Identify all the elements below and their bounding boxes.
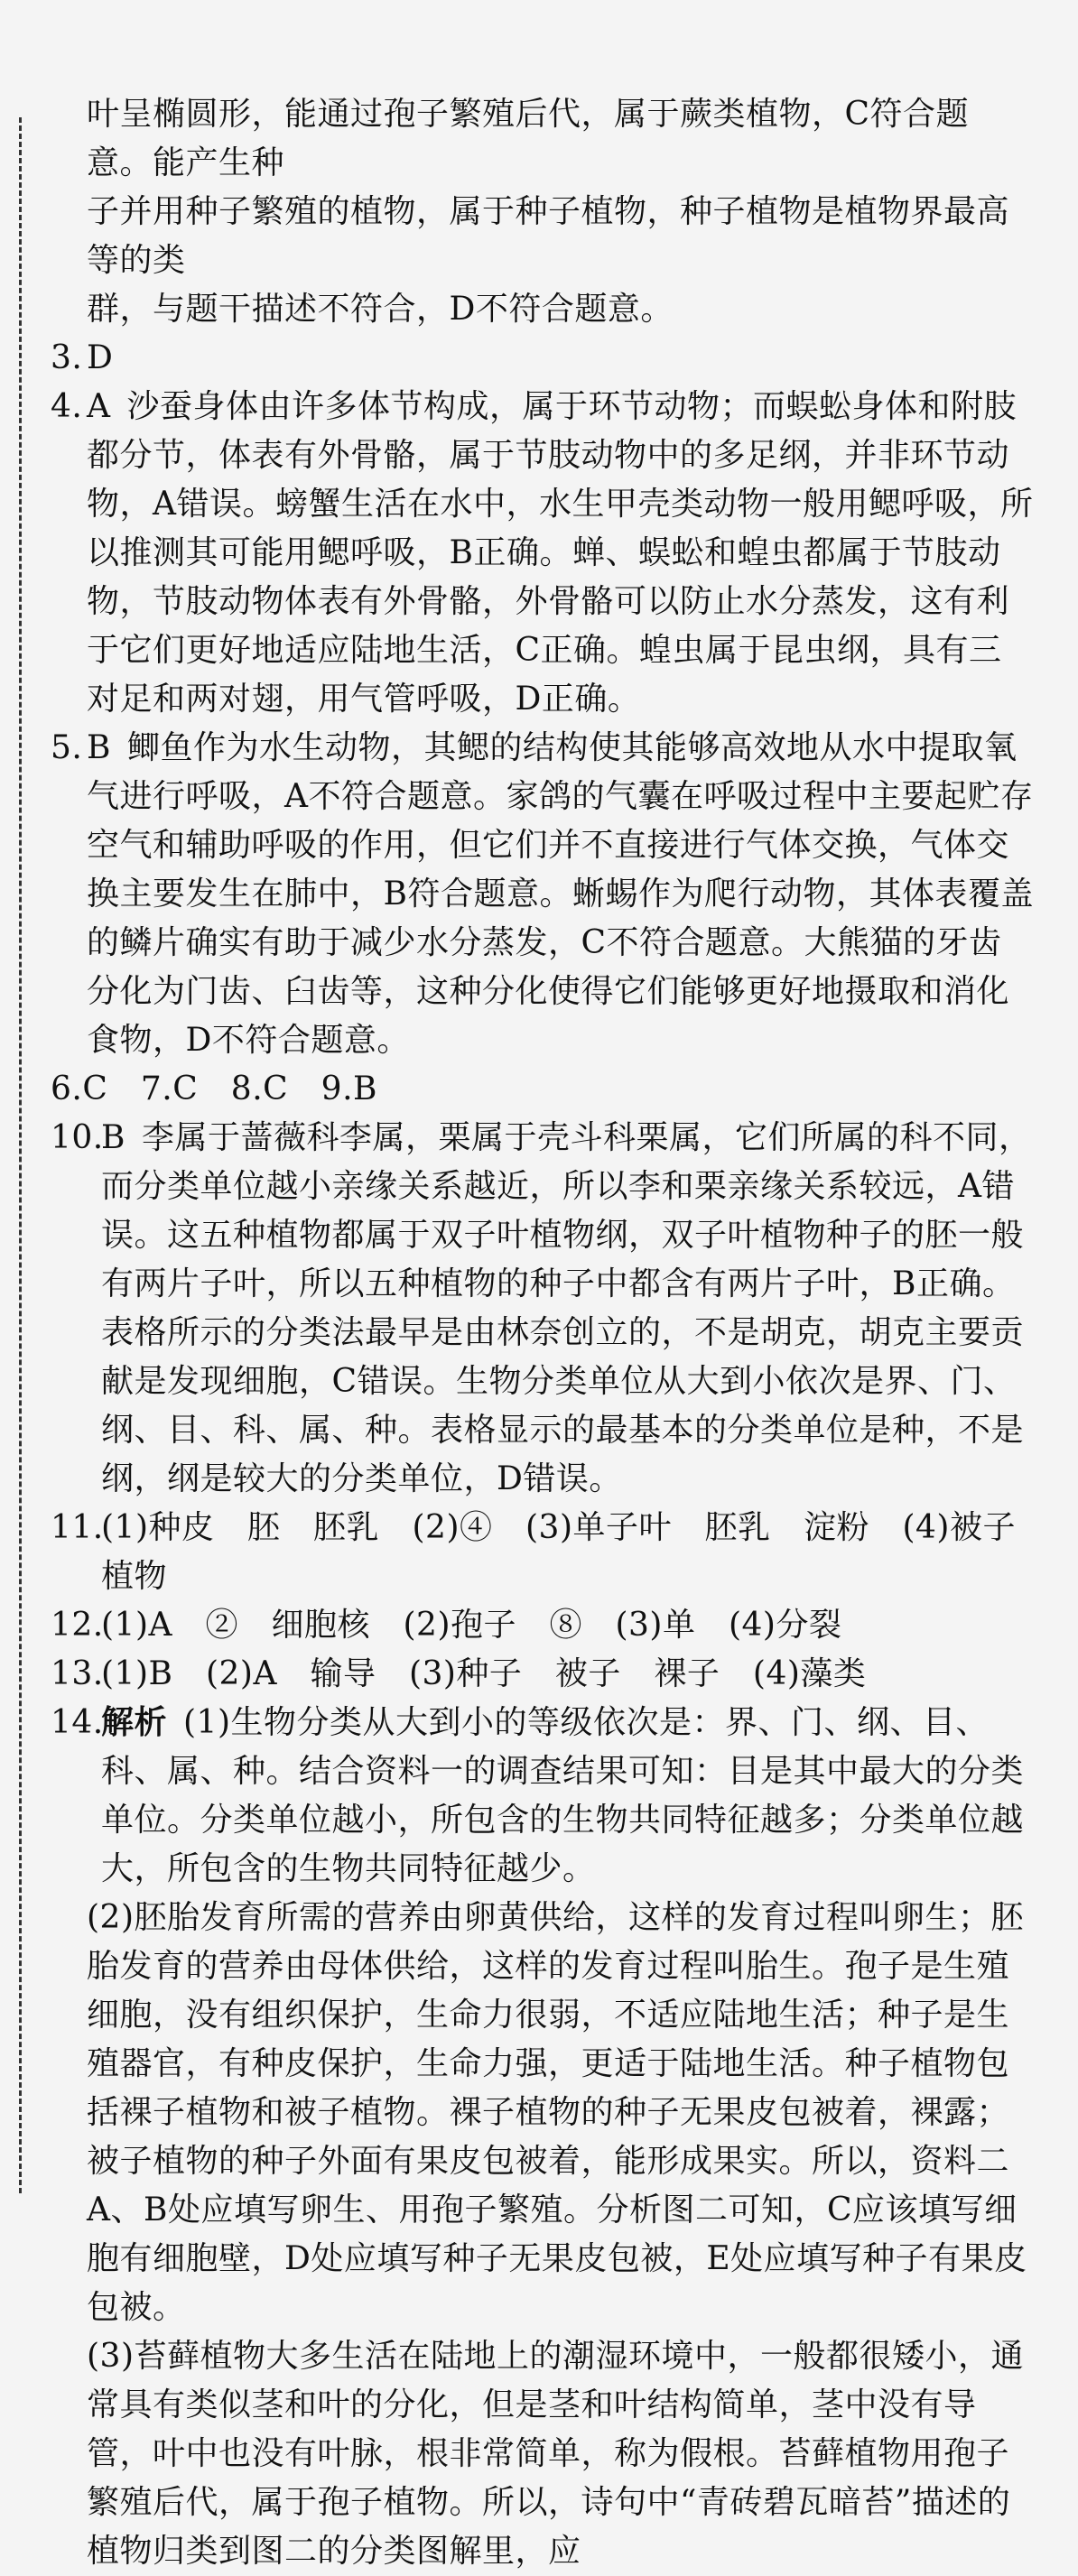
analysis-label: 解析 [101,1704,168,1741]
question-4 [51,383,1035,724]
answer-letter: D [87,339,114,376]
question-12 [51,1601,1035,1650]
question-number: 4. [51,388,83,425]
analysis-part-2: (2)胚胎发育所需的营养由卵黄供给，这样的发育过程叫卵生；胚胎发育的营养由母体供给，这样的发育过程叫胎生。孢子是生殖细胞，没有组织保护，生命力很弱，不适应陆地生活；种子是生殖器官，有种皮保护，生命力强，更适于陆地生活。种子植物包括裸子植物和被子植物。裸子植物的种子无果皮包被着，裸露；被子植物的种子外面有果皮包被着，能形成果实。所以，资料二A、B处应填写卵生、用孢子繁殖。分析图二可知，C应该填写细胞有细胞壁，D处应填写种子无果皮包被，E处应填写种子有果皮包被。 [87,1899,1027,2326]
question-number: 3. [51,339,83,376]
question-number: 10. [51,1119,104,1156]
explanation-text: 沙蚕身体由许多体节构成，属于环节动物；而蜈蚣身体和附肢都分节，体表有外骨骼，属于节肢动物中的多足纲，并非环节动物，A错误。螃蟹生活在水中，水生甲壳类动物一般用鳃呼吸，所以推测其可能用鳃呼吸，B正确。蝉、蜈蚣和蝗虫都属于节肢动物，节肢动物体表有外骨骼，外骨骼可以防止水分蒸发，这有利于它们更好地适应陆地生活，C正确。蝗虫属于昆虫纲，具有三对足和两对翅，用气管呼吸，D正确。 [87,388,1034,718]
answer-page [51,90,1035,2576]
question-13 [51,1650,1035,1699]
question-5 [51,724,1035,1065]
question-number: 5. [51,729,83,766]
analysis-part-1: (1)生物分类从大到小的等级依次是：界、门、纲、目、科、属、种。结合资料一的调查结果可知：目是其中最大的分类单位。分类单位越小，所包含的生物共同特征越多；分类单位越大，所包含的生物共同特征越少。 [101,1704,1025,1887]
answer-letter: B [87,729,111,766]
explanation-text: 李属于蔷薇科李属，栗属于壳斗科栗属，它们所属的科不同，而分类单位越小亲缘关系越近，所以李和栗亲缘关系较远，A错误。这五种植物都属于双子叶植物纲，双子叶植物种子的胚一般有两片子叶，所以五种植物的种子中都含有两片子叶，B正确。表格所示的分类法最早是由林奈创立的，不是胡克，胡克主要贡献是发现细胞，C错误。生物分类单位从大到小依次是界、门、纲、目、科、属、种。表格显示的最基本的分类单位是种，不是纲，纲是较大的分类单位，D错误。 [101,1119,1032,1497]
binding-dashed-line [19,117,22,2193]
answer-text: (1)A ② 细胞核 (2)孢子 ⑧ (3)单 (4)分裂 [101,1607,842,1644]
intro-line: 群，与题干描述不符合，D不符合题意。 [87,291,674,328]
question-number: 13. [51,1655,104,1692]
question-number: 12. [51,1607,104,1644]
intro-line: 子并用种子繁殖的植物，属于种子植物，种子植物是植物界最高等的类 [87,193,1010,279]
answer-text: (1)种皮 胚 胚乳 (2)④ (3)单子叶 胚乳 淀粉 (4)被子植物 [101,1509,1016,1595]
answer-letter: A [87,388,111,425]
answer-letter: B [101,1119,125,1156]
explanation-text: 鲫鱼作为水生动物，其鳃的结构使其能够高效地从水中提取氧气进行呼吸，A不符合题意。家鸽的气囊在呼吸过程中主要起贮存空气和辅助呼吸的作用，但它们并不直接进行气体交换，气体交换主要发生在肺中，B符合题意。蜥蜴作为爬行动物，其体表覆盖的鳞片确实有助于减少水分蒸发，C不符合题意。大熊猫的牙齿分化为门齿、臼齿等，这种分化使得它们能够更好地摄取和消化食物，D不符合题意。 [87,729,1034,1059]
question-3 [51,334,1035,383]
answer-text: (1)B (2)A 输导 (3)种子 被子 裸子 (4)藻类 [101,1655,867,1692]
intro-line: 叶呈椭圆形，能通过孢子繁殖后代，属于蕨类植物，C符合题意。能产生种 [87,96,970,181]
answers-6-to-9: 6.C 7.C 8.C 9.B [51,1070,377,1107]
analysis-part-3: (3)苔藓植物大多生活在陆地上的潮湿环境中，一般都很矮小，通常具有类似茎和叶的分化，但是茎和叶结构简单，茎中没有导管，叶中也没有叶脉，根非常简单，称为假根。苔藓植物用孢子繁殖后代，属于孢子植物。所以，诗句中“青砖碧瓦暗苔”描述的植物归类到图二的分类图解里，应 [87,2338,1024,2570]
question-11 [51,1504,1035,1601]
question-number: 14. [51,1704,104,1741]
question-14 [51,1699,1035,1894]
question-10 [51,1114,1035,1504]
question-number: 11. [51,1509,104,1546]
